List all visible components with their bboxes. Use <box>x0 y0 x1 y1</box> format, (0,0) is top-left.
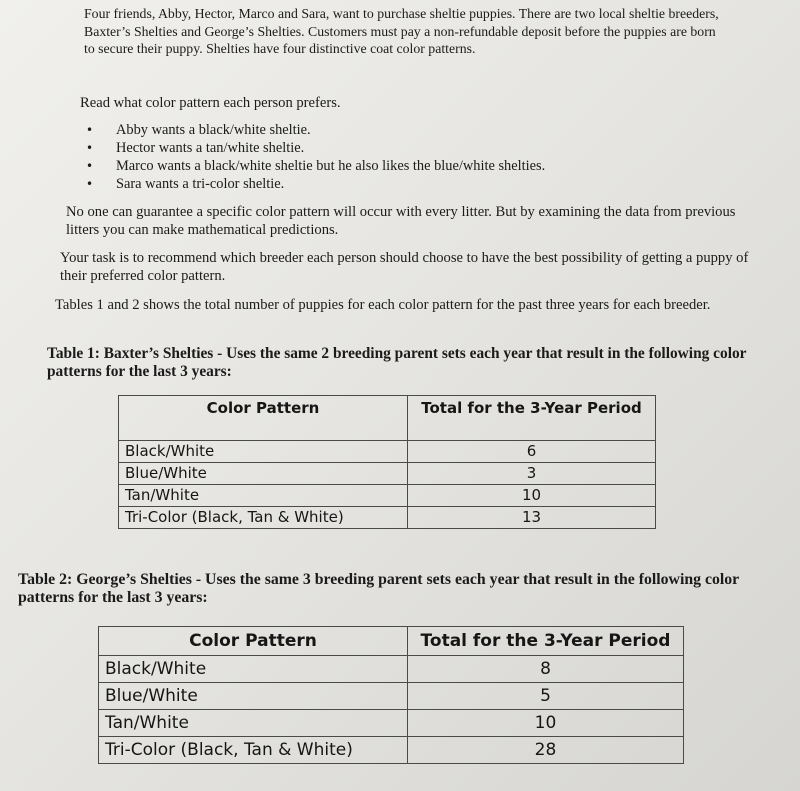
bullet-icon: • <box>86 123 94 137</box>
column-header-total: Total for the 3-Year Period <box>408 396 656 441</box>
cell-total: 10 <box>408 485 656 507</box>
column-header-color-pattern: Color Pattern <box>99 627 408 656</box>
intro-paragraph: Four friends, Abby, Hector, Marco and Sara, want to purchase sheltie puppies. There are two local sheltie breeders, Baxter’s Shelties and George’s Shelties. Customers must pay a non-refundable deposit before the puppies are born to secure their puppy. Shelties have four distinctive coat color patterns. <box>84 6 719 56</box>
table-row <box>99 737 684 764</box>
list-item <box>78 121 545 139</box>
cell-color-pattern: Blue/White <box>119 463 408 485</box>
preference-sara: Sara wants a tri-color sheltie. <box>116 176 285 192</box>
column-header-total: Total for the 3-Year Period <box>408 627 684 656</box>
table-row <box>119 507 656 529</box>
preferences-list <box>78 121 545 193</box>
cell-total: 13 <box>408 507 656 529</box>
table-row <box>119 463 656 485</box>
table-row <box>99 683 684 710</box>
table-row <box>99 710 684 737</box>
cell-total: 6 <box>408 441 656 463</box>
table2-georges-shelties <box>98 626 684 764</box>
preference-abby: Abby wants a black/white sheltie. <box>116 122 311 138</box>
cell-total: 5 <box>408 683 684 710</box>
table-header-row <box>99 627 684 656</box>
table-row <box>99 656 684 683</box>
table-header-row <box>119 396 656 441</box>
cell-color-pattern: Black/White <box>119 441 408 463</box>
bullet-icon: • <box>86 141 94 155</box>
cell-color-pattern: Tri-Color (Black, Tan & White) <box>99 737 408 764</box>
table-row <box>119 485 656 507</box>
cell-color-pattern: Tri-Color (Black, Tan & White) <box>119 507 408 529</box>
bullet-icon: • <box>86 159 94 173</box>
preference-marco: Marco wants a black/white sheltie but he also likes the blue/white shelties. <box>116 158 546 174</box>
cell-color-pattern: Black/White <box>99 656 408 683</box>
bullet-icon: • <box>86 177 94 191</box>
guarantee-paragraph: No one can guarantee a specific color pattern will occur with every litter. But by examining the data from previous litters you can make mathematical predictions. <box>66 204 736 238</box>
list-item <box>78 157 545 175</box>
table2-title: Table 2: George’s Shelties - Uses the same 3 breeding parent sets each year that result in the following color patterns for the last 3 years: <box>18 571 739 606</box>
table1-title: Table 1: Baxter’s Shelties - Uses the same 2 breeding parent sets each year that result in the following color patterns for the last 3 years: <box>47 345 747 380</box>
cell-total: 28 <box>408 737 684 764</box>
cell-total: 8 <box>408 656 684 683</box>
list-item <box>78 175 545 193</box>
cell-color-pattern: Tan/White <box>119 485 408 507</box>
list-item <box>78 139 545 157</box>
cell-color-pattern: Tan/White <box>99 710 408 737</box>
table-row <box>119 441 656 463</box>
cell-color-pattern: Blue/White <box>99 683 408 710</box>
tables-paragraph: Tables 1 and 2 shows the total number of puppies for each color pattern for the past three years for each breeder. <box>55 297 711 313</box>
cell-total: 3 <box>408 463 656 485</box>
read-prompt: Read what color pattern each person prefers. <box>80 95 341 111</box>
cell-total: 10 <box>408 710 684 737</box>
column-header-color-pattern: Color Pattern <box>119 396 408 441</box>
task-paragraph: Your task is to recommend which breeder each person should choose to have the best possibility of getting a puppy of their preferred color pattern. <box>60 250 749 284</box>
preference-hector: Hector wants a tan/white sheltie. <box>116 140 305 156</box>
table1-baxters-shelties <box>118 395 656 529</box>
